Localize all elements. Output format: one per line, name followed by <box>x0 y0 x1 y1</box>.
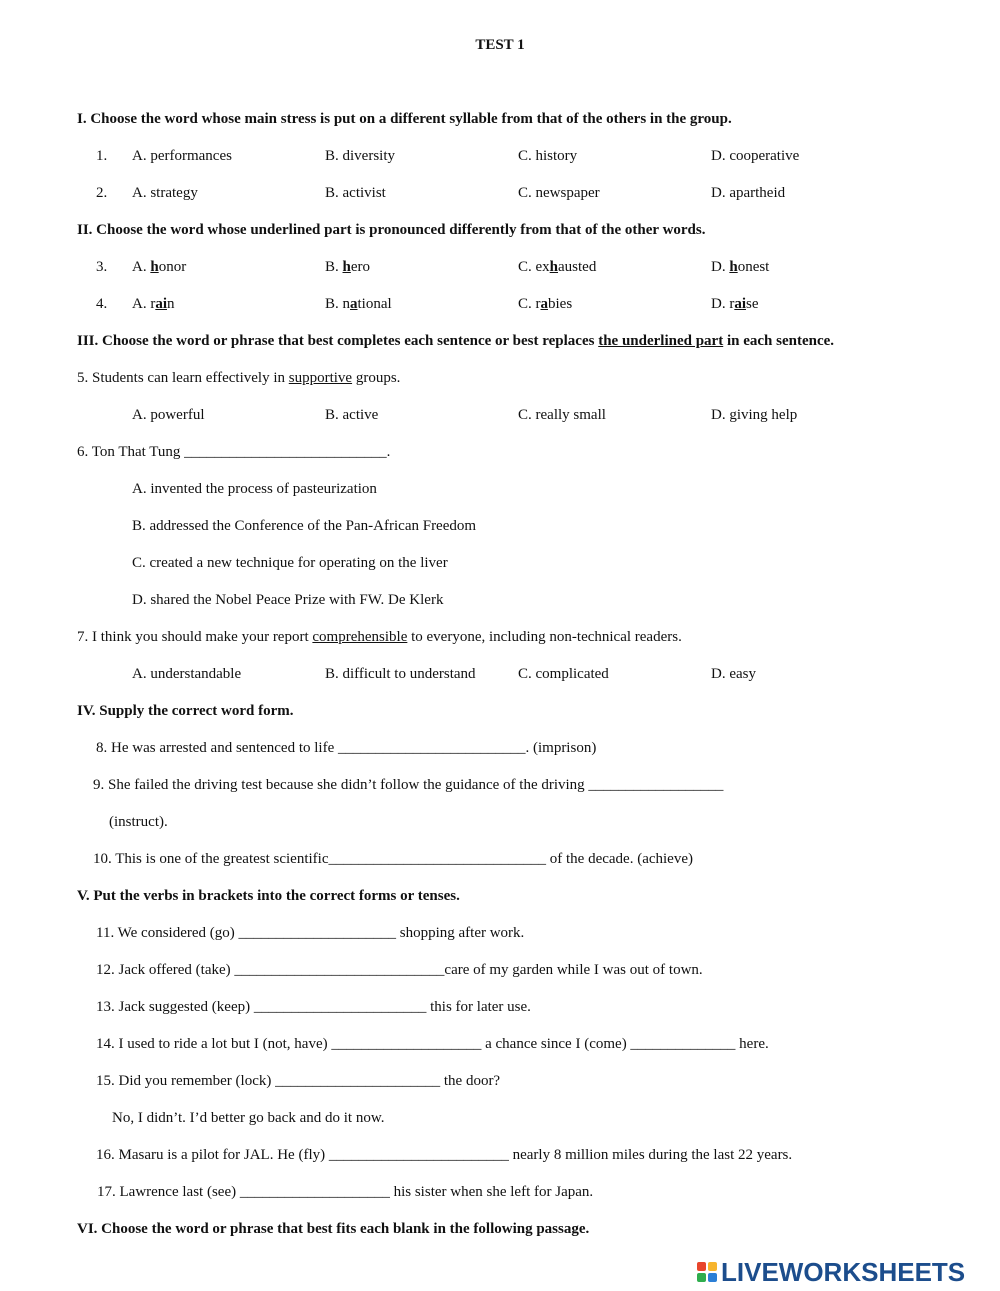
q1-option-d[interactable]: D. cooperative <box>711 148 800 164</box>
underlined-part: h <box>549 259 559 275</box>
q3-number: 3. <box>96 259 108 275</box>
q5-option-d[interactable]: D. giving help <box>711 407 798 423</box>
q1-option-a[interactable]: A. performances <box>132 148 232 164</box>
q10-item[interactable]: 10. This is one of the greatest scientific_____________________________ of the decade. (achieve) <box>93 851 693 867</box>
section-6-heading: VI. Choose the word or phrase that best fits each blank in the following passage. <box>77 1221 590 1237</box>
underlined-part: a <box>540 296 548 312</box>
underlined-part: h <box>150 259 159 275</box>
section-5-heading: V. Put the verbs in brackets into the correct forms or tenses. <box>77 888 460 904</box>
q1-option-b[interactable]: B. diversity <box>325 148 395 164</box>
q6-stem: 6. Ton That Tung ___________________________. <box>77 444 391 460</box>
q5-stem: 5. Students can learn effectively in supportive groups. <box>77 370 401 386</box>
underlined-part: ai <box>155 296 167 312</box>
q1-number: 1. <box>96 148 108 164</box>
q9-item[interactable]: 9. She failed the driving test because she didn’t follow the guidance of the driving __________________ <box>93 777 724 793</box>
underlined-part: h <box>342 259 351 275</box>
q9-item-continued: (instruct). <box>109 814 168 830</box>
q7-option-c[interactable]: C. complicated <box>518 666 609 682</box>
q3-option-d[interactable]: D. honest <box>711 259 770 275</box>
section-2-heading: II. Choose the word whose underlined part is pronounced differently from that of the other words. <box>77 222 706 238</box>
section-4-heading: IV. Supply the correct word form. <box>77 703 294 719</box>
q3-option-c[interactable]: C. exhausted <box>518 259 597 275</box>
underlined-part: ai <box>734 296 746 312</box>
q4-option-c[interactable]: C. rabies <box>518 296 573 312</box>
q7-option-a[interactable]: A. understandable <box>132 666 242 682</box>
q5-option-a[interactable]: A. powerful <box>132 407 205 423</box>
q2-option-a[interactable]: A. strategy <box>132 185 198 201</box>
q15-item[interactable]: 15. Did you remember (lock) ______________________ the door? <box>96 1073 501 1089</box>
q2-option-d[interactable]: D. apartheid <box>711 185 786 201</box>
q11-item[interactable]: 11. We considered (go) _____________________ shopping after work. <box>96 925 525 941</box>
underlined-part: h <box>729 259 738 275</box>
logo-text: LIVEWORKSHEETS <box>721 1256 966 1287</box>
q17-item[interactable]: 17. Lawrence last (see) ____________________ his sister when she left for Japan. <box>97 1184 594 1200</box>
q14-item[interactable]: 14. I used to ride a lot but I (not, have) ____________________ a chance since I (come) ______________ here. <box>96 1036 769 1052</box>
q6-option-c[interactable]: C. created a new technique for operating on the liver <box>132 555 448 571</box>
q6-option-a[interactable]: A. invented the process of pasteurization <box>132 481 377 497</box>
q5-option-b[interactable]: B. active <box>325 407 379 423</box>
q8-item[interactable]: 8. He was arrested and sentenced to life _________________________. (imprison) <box>96 740 597 756</box>
q7-option-d[interactable]: D. easy <box>711 666 756 682</box>
section-3-heading: III. Choose the word or phrase that best completes each sentence or best replaces the underlined part in each sentence. <box>77 333 835 349</box>
q2-option-c[interactable]: C. newspaper <box>518 185 600 201</box>
q3-option-b[interactable]: B. hero <box>325 259 371 275</box>
q15-answer-line: No, I didn’t. I’d better go back and do it now. <box>112 1110 385 1126</box>
q4-number: 4. <box>96 296 108 312</box>
q4-option-d[interactable]: D. raise <box>711 296 759 312</box>
q13-item[interactable]: 13. Jack suggested (keep) _______________________ this for later use. <box>96 999 531 1015</box>
q5-option-c[interactable]: C. really small <box>518 407 606 423</box>
q16-item[interactable]: 16. Masaru is a pilot for JAL. He (fly) ________________________ nearly 8 million miles during the last 22 years. <box>96 1147 793 1163</box>
q4-option-b[interactable]: B. national <box>325 296 392 312</box>
q12-item[interactable]: 12. Jack offered (take) ____________________________care of my garden while I was out of town. <box>96 962 703 978</box>
q6-option-d[interactable]: D. shared the Nobel Peace Prize with FW. De Klerk <box>132 592 444 608</box>
q7-option-b[interactable]: B. difficult to understand <box>325 666 476 682</box>
q7-stem: 7. I think you should make your report comprehensible to everyone, including non-technical readers. <box>77 629 682 645</box>
logo-blocks-icon <box>697 1262 717 1282</box>
q6-option-b[interactable]: B. addressed the Conference of the Pan-African Freedom <box>132 518 477 534</box>
page-title: TEST 1 <box>475 37 525 53</box>
q3-option-a[interactable]: A. honor <box>132 259 187 275</box>
q4-option-a[interactable]: A. rain <box>132 296 175 312</box>
underlined-part: a <box>350 296 358 312</box>
q2-number: 2. <box>96 185 108 201</box>
liveworksheets-logo <box>697 1258 965 1286</box>
q1-option-c[interactable]: C. history <box>518 148 578 164</box>
section-1-heading: I. Choose the word whose main stress is put on a different syllable from that of the others in the group. <box>77 111 732 127</box>
q2-option-b[interactable]: B. activist <box>325 185 386 201</box>
